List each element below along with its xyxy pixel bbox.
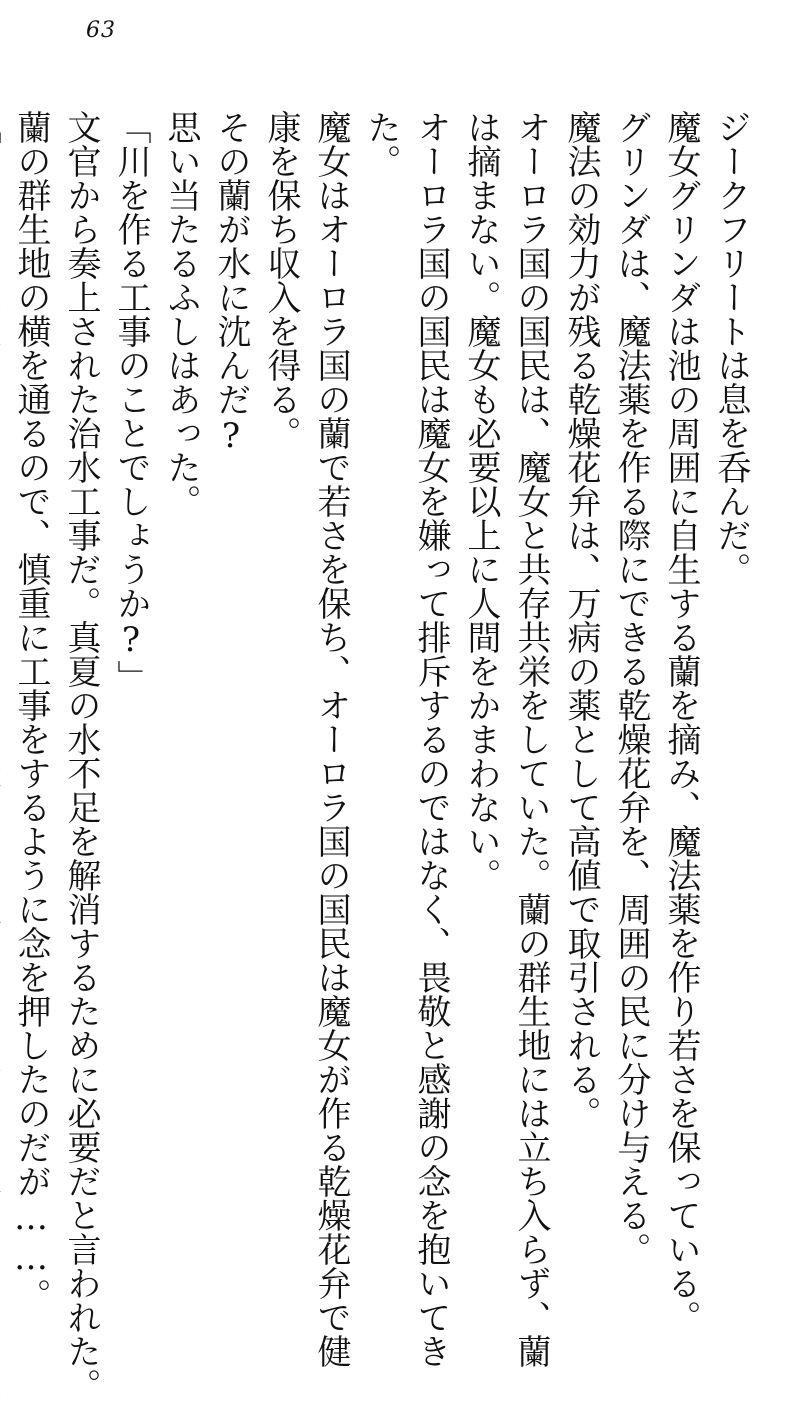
text-line: ジークフリートは息を呑んだ。 xyxy=(711,110,751,586)
text-line: は摘まない。魔女も必要以上に人間をかまわない。 xyxy=(461,110,501,892)
text-line: その蘭が水に沈んだ? xyxy=(211,110,251,456)
text-line: 「川を作る工事のことでしょうか?」 xyxy=(111,110,151,694)
text-line xyxy=(0,110,6,1180)
text-line: オーロラ国の国民は、魔女と共存共栄をしていた。蘭の群生地には立ち入らず、蘭 xyxy=(511,110,551,1368)
text-line: 文官から奏上された治水工事だ。真夏の水不足を解消するために必要だと言われた。 xyxy=(61,110,101,1402)
text-line: オーロラ国の国民は魔女を嫌って排斥するのではなく、畏敬と感謝の念を抱いてき xyxy=(411,110,451,1368)
text-line: 魔法の効力が残る乾燥花弁は、万病の薬として高値で取引される。 xyxy=(561,110,601,1130)
page-number: 63 xyxy=(86,18,116,43)
text-line: グリンダは、魔法薬を作る際にできる乾燥花弁を、周囲の民に分け与える。 xyxy=(611,110,651,1266)
text-line: 蘭の群生地の横を通るので、慎重に工事をするように念を押したのだが……。 xyxy=(11,110,51,1312)
text-line: 康を保ち収入を得る。 xyxy=(261,110,301,450)
text-line: 魔女グリンダは池の周囲に自生する蘭を摘み、魔法薬を作り若さを保っている。 xyxy=(661,110,701,1334)
text-line: 魔女はオーロラ国の蘭で若さを保ち、オーロラ国の国民は魔女が作る乾燥花弁で健 xyxy=(311,110,351,1368)
text-line: た。 xyxy=(361,110,401,178)
vertical-text-body xyxy=(0,110,756,1402)
text-line: 思い当たるふしはあった。 xyxy=(161,110,201,518)
